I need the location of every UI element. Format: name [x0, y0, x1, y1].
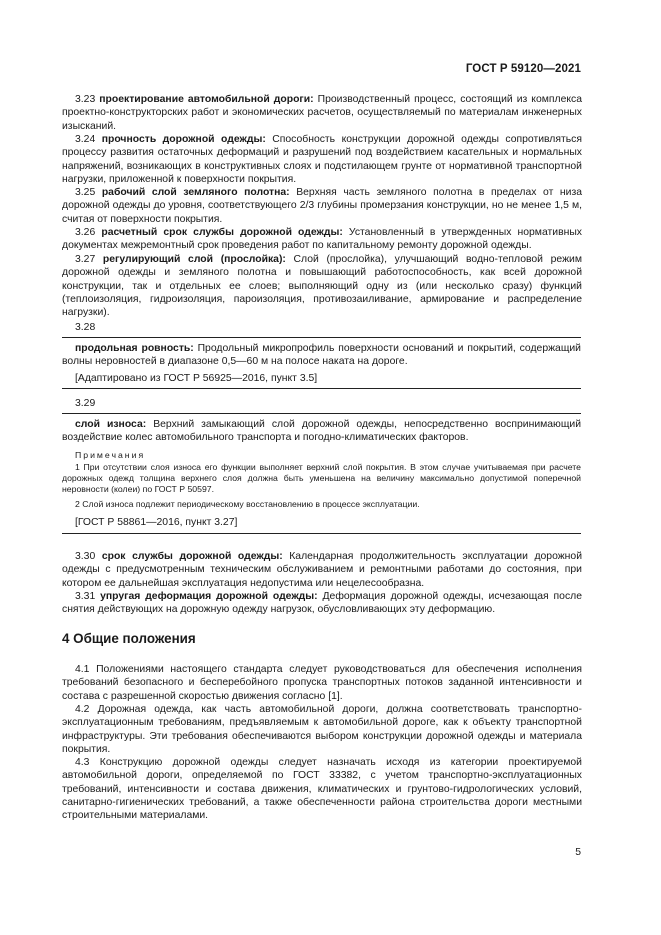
- clause-term: регулирующий слой (прослойка):: [102, 254, 286, 265]
- notes-title: Примечания: [75, 449, 146, 460]
- clause-term: слой износа:: [75, 419, 147, 430]
- clause-term: проектирование автомобильной дороги:: [99, 94, 314, 105]
- clause-term: расчетный срок службы дорожной одежды:: [101, 227, 343, 238]
- clause-3-30: [62, 550, 582, 590]
- clause-text: Слой (прослойка), улучшающий водно-тепловой режим дорожной одежды и земляного полотна и повышающий работоспособность, как всей дорожной конструкции, так и отдельных ее слоев; выполняющий одну из (или несколько сразу) функций (теплоизоляция, гидроизоляция, пароизоляция, противозаиливание, армирование и распределение нагрузки).: [62, 254, 582, 319]
- clause-number: 3.26: [75, 227, 96, 238]
- clause-term: продольная ровность:: [75, 343, 194, 354]
- clause-4-3: 4.3 Конструкцию дорожной одежды следует назначать исходя из категории проектируемой автомобильной дороги, определяемой по ГОСТ 33382, с учетом транспортно-эксплуатационных требований, интенсивности и состава движения, климатических и грунтово-гидрологических условий, санитарно-гигиенических требований, а также обеспеченности района строительства дороги местными строительными материалами.: [62, 757, 582, 822]
- term-box-3-28: [62, 337, 581, 389]
- note-1: 1 При отсутствии слоя износа его функции выполняет верхний слой покрытия. В этом случае учитываемая при расчете дорожных одежд толщина верхнего слоя должна быть уменьшена на величину максимально допустимой поперечной неровности (колеи) по ГОСТ Р 50597.: [62, 461, 581, 494]
- clause-text: Продольный микропрофиль поверхности оснований и покрытий, содержащий волны неровностей в диапазоне 0,5—60 м на полосе наката на дороге.: [62, 343, 581, 368]
- clause-number: 3.24: [75, 134, 96, 145]
- clause-4-1: 4.1 Положениями настоящего стандарта следует руководствоваться для обеспечения исполнения требований безопасного и бесперебойного пропуска транспортных потоков заданной интенсивности и состава с разрешенной скоростью движения согласно [1].: [62, 664, 582, 702]
- clause-term: упругая деформация дорожной одежды:: [100, 591, 318, 602]
- term-box-3-29: [62, 413, 581, 534]
- clause-number: 3.31: [75, 591, 96, 602]
- clause-3-24: [62, 133, 582, 186]
- clause-number-3-28: 3.28: [75, 322, 96, 333]
- clause-number: 3.30: [75, 551, 96, 562]
- note-2: 2 Слой износа подлежит периодическому восстановлению в процессе эксплуатации.: [75, 499, 420, 510]
- clause-3-25: [62, 186, 582, 226]
- source-reference: [ГОСТ Р 58861—2016, пункт 3.27]: [75, 517, 238, 529]
- clause-3-23: [62, 93, 582, 133]
- clause-text: Деформация дорожной одежды, исчезающая после снятия действующих на дорожную одежду нагрузок, обусловливающих эту деформацию.: [62, 591, 582, 616]
- clause-4-2: 4.2 Дорожная одежда, как часть автомобильной дороги, должна соответствовать транспортно-эксплуатационным требованиям, предъявляемым к автомобильной дороге, как к объекту транспортной инфраструктуры. Эти требования обеспечиваются выбором конструкции дорожной одежды и материала покрытия.: [62, 704, 582, 755]
- clause-text: Способность конструкции дорожной одежды сопротивляться процессу развития остаточных деформаций и разрушений под воздействием касательных и нормальных напряжений, возникающих в конструктивных слоях и подстилающем грунте от нормативной транспортной нагрузки, приложенной к поверхности покрытия.: [62, 134, 582, 185]
- clause-3-31: [62, 590, 582, 617]
- clause-3-26: [62, 226, 582, 253]
- source-reference: [Адаптировано из ГОСТ Р 56925—2016, пункт 3.5]: [75, 372, 318, 384]
- clause-number: 3.23: [75, 94, 96, 105]
- section-4-heading: 4 Общие положения: [62, 631, 196, 646]
- clause-text: Календарная продолжительность эксплуатации дорожной одежды с предусмотренным техническим обслуживанием и ремонтными работами до состояния, при котором ее дальнейшая эксплуатация недопустима или нецелесообразна.: [62, 551, 583, 589]
- clause-number: 3.27: [75, 254, 96, 265]
- clause-text: Верхняя часть земляного полотна в пределах от низа дорожной одежды до уровня, соответствующего 2/3 глубины промерзания конструкции, но не менее 1,5 м, считая от поверхности покрытия.: [62, 187, 583, 225]
- page-number: 5: [575, 847, 581, 858]
- clause-3-27: [62, 253, 582, 319]
- document-code-header: ГОСТ Р 59120—2021: [465, 63, 581, 75]
- clause-number: 3.25: [75, 187, 96, 198]
- clause-number-3-29: 3.29: [75, 398, 96, 409]
- clause-term: срок службы дорожной одежды:: [101, 551, 283, 562]
- clause-term: прочность дорожной одежды:: [101, 134, 266, 145]
- clause-text: Установленный в утвержденных нормативных документах межремонтный срок проведения работ по капитальному ремонту дорожной одежды.: [62, 227, 582, 252]
- clause-text: Производственный процесс, состоящий из комплекса проектно-конструкторских работ и экономических расчетов, осуществляемый по материалам инженерных изысканий.: [62, 94, 582, 132]
- clause-text: Верхний замыкающий слой дорожной одежды, непосредственно воспринимающий воздействие колес автомобильного транспорта и погодно-климатических факторов.: [62, 419, 581, 444]
- clause-term: рабочий слой земляного полотна:: [101, 187, 290, 198]
